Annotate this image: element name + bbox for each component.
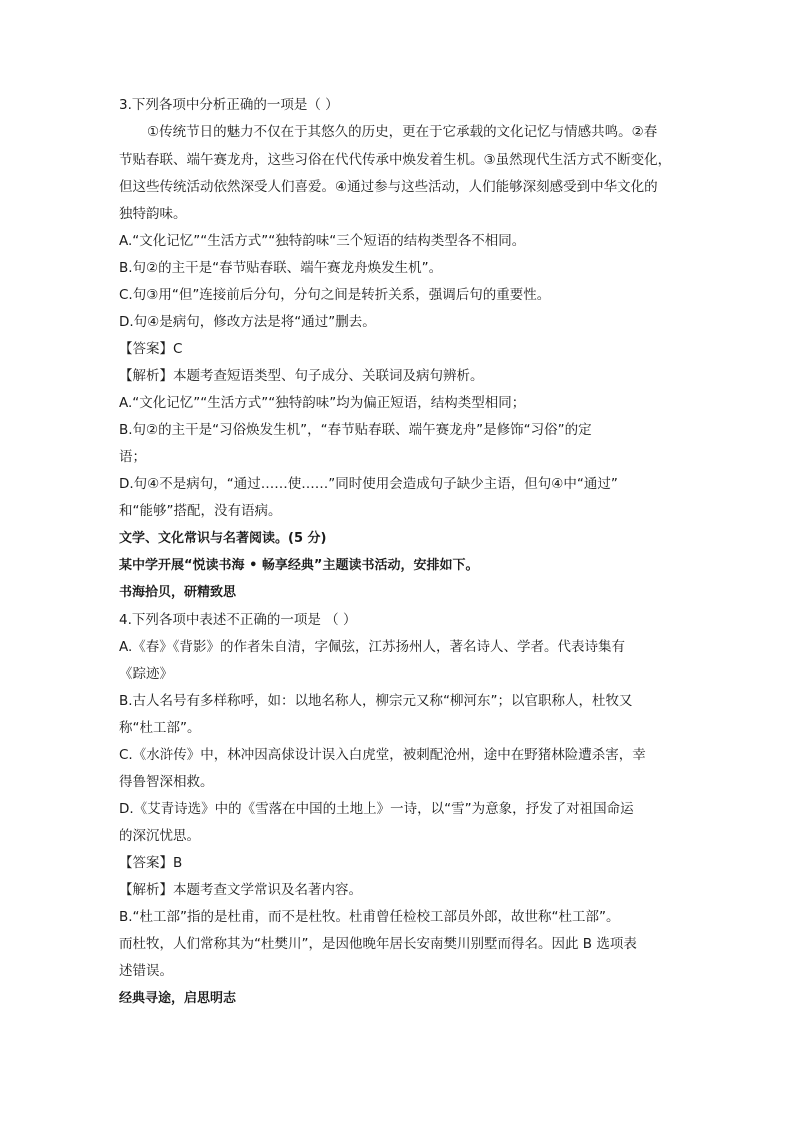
q4-option-b-cont: 称“杜工部”。 — [119, 720, 201, 736]
q3-stem: 3.下列各项中分析正确的一项是（ ） — [119, 97, 339, 113]
q3-option-a: A.“文化记忆”“生活方式”“独特韵味“三个短语的结构类型各不相同。 — [119, 233, 526, 249]
q3-passage-line-1: ①传统节日的魅力不仅在于其悠久的历史，更在于它承载的文化记忆与情感共鸣。②春 — [147, 124, 658, 140]
section-heading: 文学、文化常识与名著阅读。(5 分) — [119, 531, 327, 546]
section-sub-heading-2: 经典寻途，启思明志 — [119, 991, 237, 1006]
q4-analysis-intro: 【解析】本题考查文学常识及名著内容。 — [119, 882, 362, 898]
q4-option-a: A.《春》《背影》的作者朱自清，字佩弦，江苏扬州人，著名诗人、学者。代表诗集有 — [119, 639, 626, 655]
q3-passage-line-4: 独特韵味。 — [119, 206, 187, 222]
q4-answer: 【答案】B — [119, 855, 183, 871]
q3-answer: 【答案】C — [119, 341, 183, 357]
q3-option-d: D.句④是病句，修改方法是将“通过”删去。 — [119, 314, 376, 330]
q3-passage-line-2: 节贴春联、端午赛龙舟，这些习俗在代代传承中焕发着生机。③虽然现代生活方式不断变化， — [119, 152, 672, 168]
q4-analysis-b-end: 述错误。 — [119, 963, 173, 979]
q3-analysis-b: B.句②的主干是“习俗焕发生机”，“春节贴春联、端午赛龙舟”是修饰“习俗”的定 — [119, 422, 592, 438]
section-sub-heading-1: 书海拾贝，研精致思 — [119, 585, 237, 600]
q4-option-d: D.《艾青诗选》中的《雪落在中国的土地上》一诗，以“雪”为意象，抒发了对祖国命运 — [119, 801, 634, 817]
q3-analysis-d-cont: 和“能够”搭配，没有语病。 — [119, 503, 282, 519]
q4-stem: 4.下列各项中表述不正确的一项是 （ ） — [119, 612, 357, 628]
q4-option-b: B.古人名号有多样称呼，如：以地名称人，柳宗元又称“柳河东”；以官职称人，杜牧又 — [119, 693, 633, 709]
q3-analysis-d: D.句④不是病句，“通过……使……”同时使用会造成句子缺少主语，但句④中“通过” — [119, 476, 618, 492]
q4-option-c: C.《水浒传》中，林冲因高俅设计误入白虎堂，被刺配沧州，途中在野猪林险遭杀害，幸 — [119, 747, 646, 763]
q3-analysis-intro: 【解析】本题考查短语类型、句子成分、关联词及病句辨析。 — [119, 368, 484, 384]
q3-analysis-b-cont: 语； — [119, 449, 146, 465]
q3-passage-line-3: 但这些传统活动依然深受人们喜爱。④通过参与这些活动，人们能够深刻感受到中华文化的 — [119, 179, 658, 195]
q4-analysis-b: B.“杜工部”指的是杜甫，而不是杜牧。杜甫曾任检校工部员外郎，故世称“杜工部”。 — [119, 909, 620, 925]
q3-option-c: C.句③用“但”连接前后分句，分句之间是转折关系，强调后句的重要性。 — [119, 287, 551, 303]
q3-option-b: B.句②的主干是“春节贴春联、端午赛龙舟焕发生机”。 — [119, 260, 443, 276]
q4-option-a-cont: 《踪迹》 — [119, 666, 173, 682]
q4-option-d-cont: 的深沉忧思。 — [119, 828, 200, 844]
section-intro: 某中学开展“悦读书海 • 畅享经典”主题读书活动，安排如下。 — [119, 558, 479, 573]
q4-option-c-cont: 得鲁智深相救。 — [119, 774, 214, 790]
q4-analysis-b-cont: 而杜牧，人们常称其为“杜樊川”，是因他晚年居长安南樊川别墅而得名。因此 B 选项表 — [119, 936, 637, 952]
q3-analysis-a: A.“文化记忆”“生活方式”“独特韵味”均为偏正短语，结构类型相同； — [119, 395, 526, 411]
